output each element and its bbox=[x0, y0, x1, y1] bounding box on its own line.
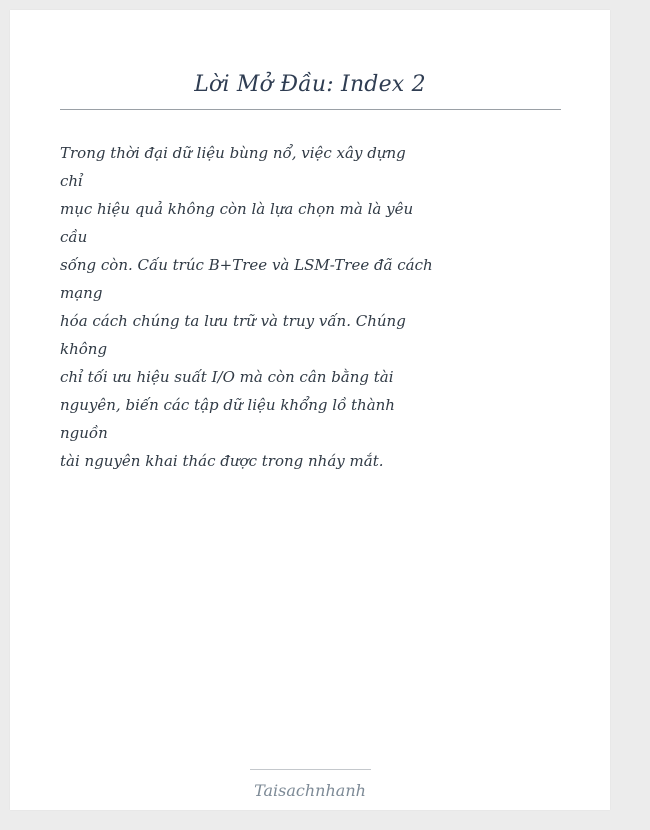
body-line: chỉ tối ưu hiệu suất I/O mà còn cân bằng tài bbox=[60, 368, 394, 386]
body-line: Trong thời đại dữ liệu bùng nổ, việc xây dựng bbox=[60, 144, 406, 162]
title-divider bbox=[60, 109, 561, 110]
footer-divider bbox=[250, 769, 371, 770]
body-line: nguyên, biến các tập dữ liệu khổng lồ thành bbox=[60, 396, 395, 414]
body-line: chỉ bbox=[60, 172, 83, 190]
body-text bbox=[60, 139, 433, 475]
body-line: không bbox=[60, 340, 108, 358]
page-title: Lời Mở Đầu: Index 2 bbox=[194, 72, 426, 97]
body-line: mục hiệu quả không còn là lựa chọn mà là yêu bbox=[60, 200, 414, 218]
body-line: nguồn bbox=[60, 424, 108, 442]
body-line: tài nguyên khai thác được trong nháy mắt. bbox=[60, 452, 384, 470]
body-line: hóa cách chúng ta lưu trữ và truy vấn. Chúng bbox=[60, 312, 406, 330]
body-line: cầu bbox=[60, 228, 88, 246]
footer-brand: Taisachnhanh bbox=[254, 781, 366, 800]
document-page bbox=[10, 10, 610, 810]
body-line: sống còn. Cấu trúc B+Tree và LSM-Tree đã cách bbox=[60, 256, 433, 274]
body-line: mạng bbox=[60, 284, 103, 302]
